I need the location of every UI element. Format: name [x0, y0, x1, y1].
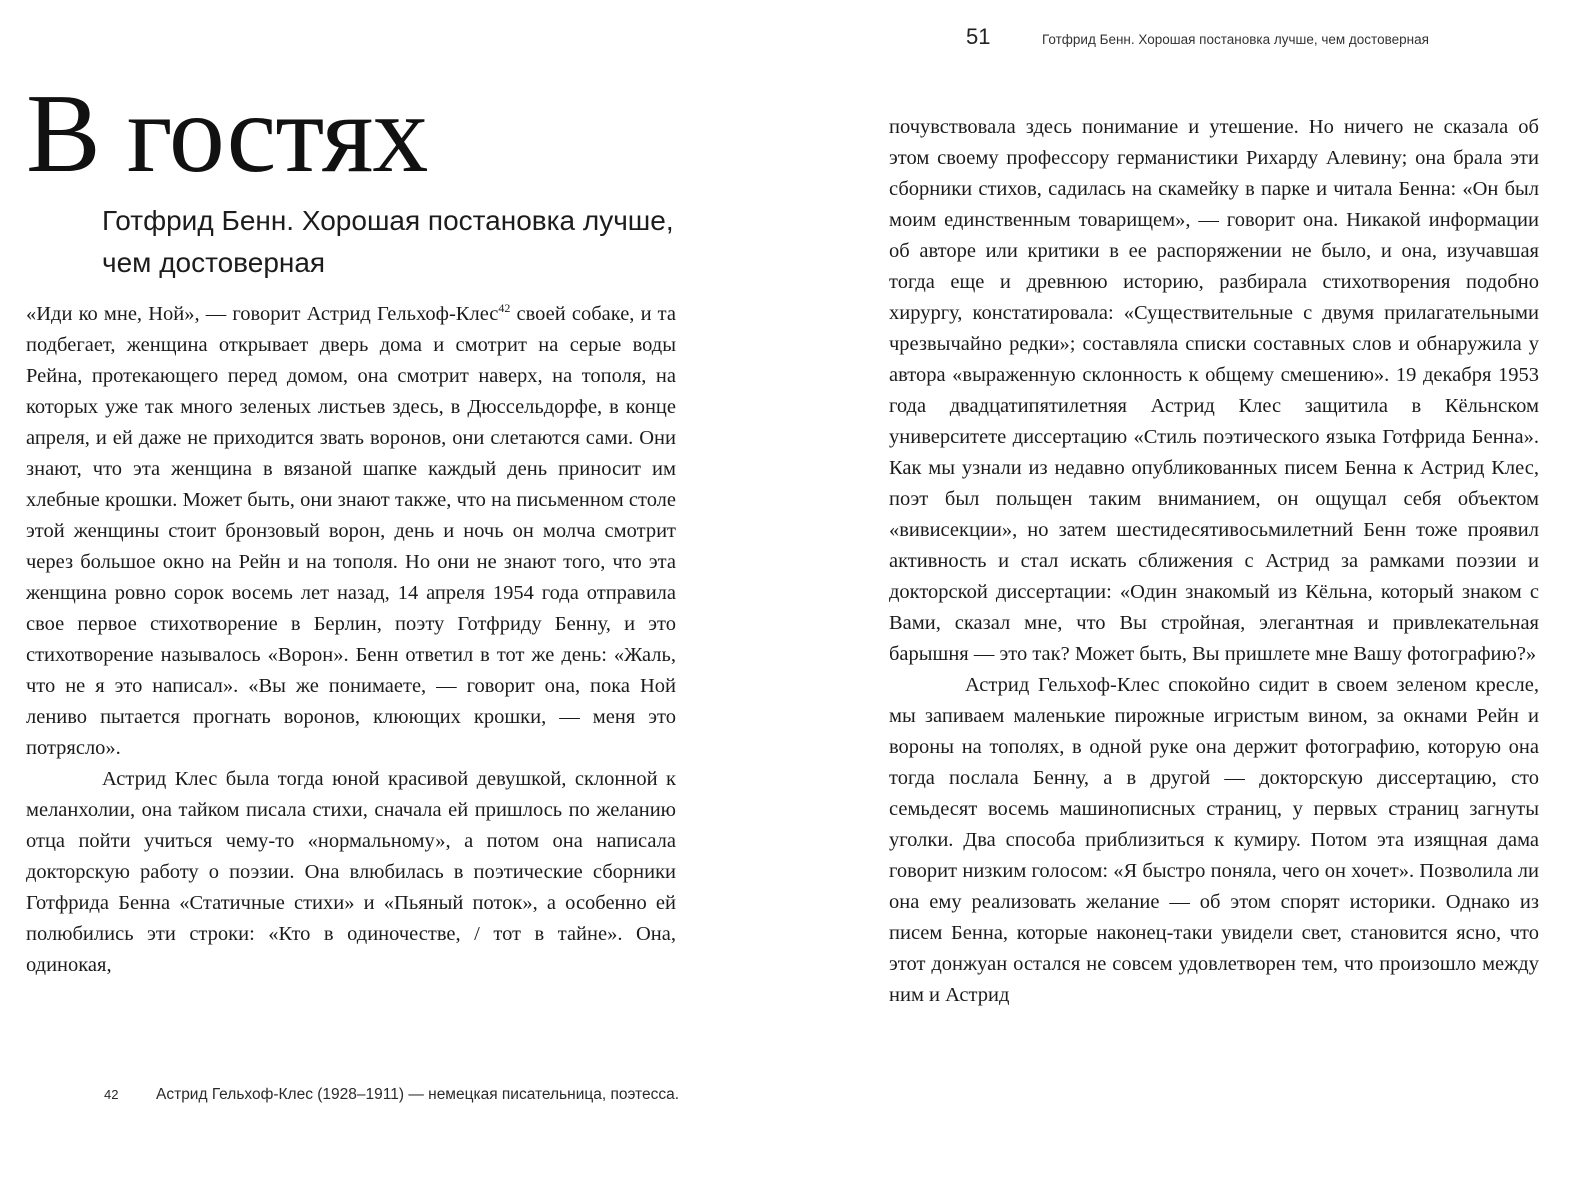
right-body-text [889, 112, 1539, 1011]
left-paragraph-1 [26, 299, 676, 764]
footnote-text: Астрид Гельхоф-Клес (1928–1911) — немецкая писательница, поэтесса. [156, 1086, 680, 1103]
left-body-text [26, 299, 676, 981]
footnote-reference[interactable]: 42 [498, 301, 511, 315]
footnote [104, 1082, 684, 1108]
running-header [966, 24, 1566, 50]
paragraph-text: «Иди ко мне, Ной», — говорит Астрид Гельхоф-Клес [26, 303, 499, 325]
left-paragraph-2: Астрид Клес была тогда юной красивой девушкой, склонной к меланхолии, она тайком писала стихи, сначала ей пришлось по желанию отца пойти учиться чему-то «нормальному», а потом она написала докторскую работу о поэзии. Она влюбилась в поэтические сборники Готфрида Бенна «Статичные стихи» и «Пьяный поток», а особенно ей полюбились эти строки: «Кто в одиночестве, / тот в тайне». Она, одинокая, [26, 768, 676, 976]
chapter-subtitle: Готфрид Бенн. Хорошая постановка лучше, чем достоверная [102, 205, 674, 278]
page-number: 51 [966, 24, 991, 49]
paragraph-text: своей собаке, и та подбегает, женщина открывает дверь дома и смотрит на серые воды Рейна, протекающего перед домом, она смотрит наверх, на тополя, на которых уже так много зеленых листьев здесь, в Дюссельдорфе, в конце апреля, и ей даже не приходится звать воронов, они слетаются сами. Они знают, что эта женщина в вязаной шапке каждый день приносит им хлебные крошки. Может быть, они знают также, что на письменном столе этой женщины стоит бронзовый ворон, день и ночь он молча смотрит через большое окно на Рейн и на тополя. Но они не знают того, что эта женщина ровно сорок восемь лет назад, 14 апреля 1954 года отправила свое первое стихотворение в Берлин, поэту Готфриду Бенну, и это стихотворение называлось «Ворон». Бенн ответил в тот же день: «Жаль, что не я это написал». «Вы же понимаете, — говорит она, пока Ной лениво пытается прогнать воронов, клюющих крошки, — меня это потрясло». [26, 303, 676, 759]
right-paragraph-2: Астрид Гельхоф-Клес спокойно сидит в своем зеленом кресле, мы запиваем маленькие пирожные игристым вином, за окнами Рейн и вороны на тополях, в одной руке она держит фотографию, которую она тогда послала Бенну, а в другой — докторскую диссертацию, сто семьдесят восемь машинописных страниц, у первых страниц загнуты уголки. Два способа приблизиться к кумиру. Потом эта изящная дама говорит низким голосом: «Я быстро поняла, чего он хочет». Позволила ли она ему реализовать желание — об этом спорят историки. Однако из писем Бенна, которые наконец-таки увидели свет, становится ясно, что этот донжуан остался не совсем удовлетворен тем, что произошло между ним и Астрид [889, 674, 1539, 1006]
running-title: Готфрид Бенн. Хорошая постановка лучше, чем достоверная [1042, 32, 1429, 47]
chapter-title: В гостях [26, 72, 428, 196]
right-paragraph-1: почувствовала здесь понимание и утешение. Но ничего не сказала об этом своему профессору германистики Рихарду Алевину; она брала эти сборники стихов, садилась на скамейку в парке и читала Бенна: «Он был моим единственным товарищем», — говорит она. Никакой информации об авторе или критики в ее распоряжении не было, и она, изучавшая тогда еще и древнюю историю, разбирала стихотворения подобно хирургу, констатировала: «Существительные с двумя прилагательными чрезвычайно редки»; составляла списки составных слов и обнаружила у автора «выраженную склонность к общему смешению». 19 декабря 1953 года двадцатипятилетняя Астрид Клес защитила в Кёльнском университете диссертацию «Стиль поэтического языка Готфрида Бенна». Как мы узнали из недавно опубликованных писем Бенна к Астрид Клес, поэт был польщен таким вниманием, он ощущал себя объектом «вивисекции», но затем шестидесятивосьмилетний Бенн тоже проявил активность и стал искать сближения с Астрид за рамками поэзии и докторской диссертации: «Один знакомый из Кёльна, который знаком с Вами, сказал мне, что Вы стройная, элегантная и привлекательная барышня — это так? Может быть, Вы пришлете мне Вашу фотографию?» [889, 116, 1539, 665]
footnote-number: 42 [104, 1087, 119, 1102]
